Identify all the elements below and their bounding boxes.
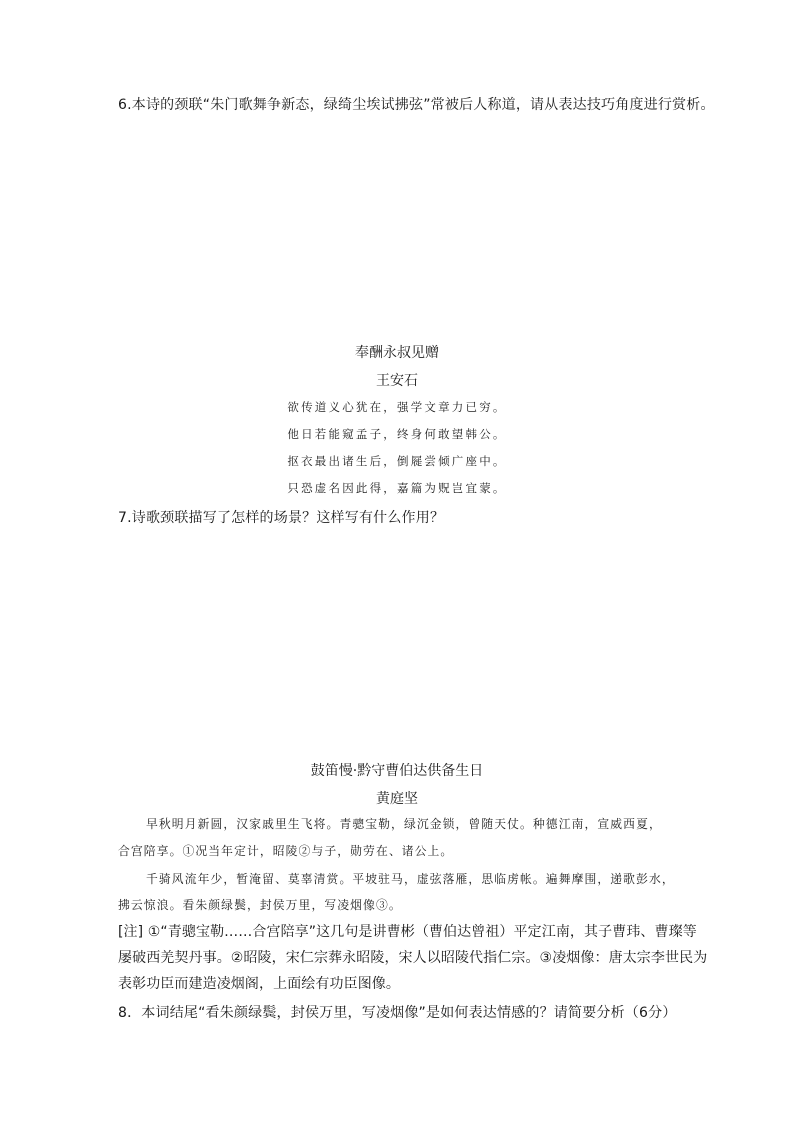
question-8: 8．本词结尾“看朱颜绿鬓，封侯万里，写凌烟像”是如何表达情感的？请简要分析（6分）	[118, 1005, 677, 1021]
poem2-para2-line-2: 拂云惊浪。看朱颜绿鬓，封侯万里，写凌烟像③。	[118, 898, 402, 912]
poem2-note-line-3: 表彰功臣而建造凌烟阁，上面绘有功臣图像。	[118, 976, 400, 992]
poem2-title: 鼓笛慢·黔守曹伯达供备生日	[310, 763, 484, 779]
question-7: 7.诗歌颈联描写了怎样的场景？这样写有什么作用？	[118, 510, 445, 526]
question-6: 6.本诗的颈联“朱门歌舞争新态，绿绮尘埃试拂弦”常被后人称道，请从表达技巧角度进行赏析。	[118, 97, 715, 113]
poem2-note-line-2: 屡破西羌契丹事。②昭陵，宋仁宗葬永昭陵，宋人以昭陵代指仁宗。③凌烟像：唐太宗李世民为	[118, 950, 708, 966]
poem2-para1-line-1: 早秋明月新圆，汉家戚里生飞将。青骢宝勒，绿沉金锁，曾随天仗。种德江南，宣威西夏，	[146, 817, 662, 831]
poem1-title: 奉酬永叔见赠	[355, 345, 439, 361]
poem1-line-2: 他日若能窥孟子，终身何敢望韩公。	[287, 427, 507, 441]
poem1-line-4: 只恐虚名因此得，嘉篇为贶岂宜蒙。	[287, 481, 507, 495]
poem1-line-3: 抠衣最出诸生后，倒屣尝倾广座中。	[287, 454, 507, 468]
poem2-para1-line-2: 合宫陪享。①况当年定计，昭陵②与子，勋劳在、诸公上。	[118, 844, 454, 858]
poem2-author: 黄庭坚	[376, 791, 418, 807]
poem2-note-line-1: [注] ①“青骢宝勒……合宫陪享”这几句是讲曹彬（曹伯达曾祖）平定江南，其子曹玮、曹璨等	[118, 924, 697, 940]
poem1-author: 王安石	[376, 373, 418, 389]
poem1-line-1: 欲传道义心犹在，强学文章力已穷。	[287, 400, 507, 414]
poem2-para2-line-1: 千骑风流年少，暂淹留、莫辜清赏。平坡驻马，虚弦落雁，思临虏帐。遍舞摩围，递歌彭水，	[146, 872, 675, 886]
